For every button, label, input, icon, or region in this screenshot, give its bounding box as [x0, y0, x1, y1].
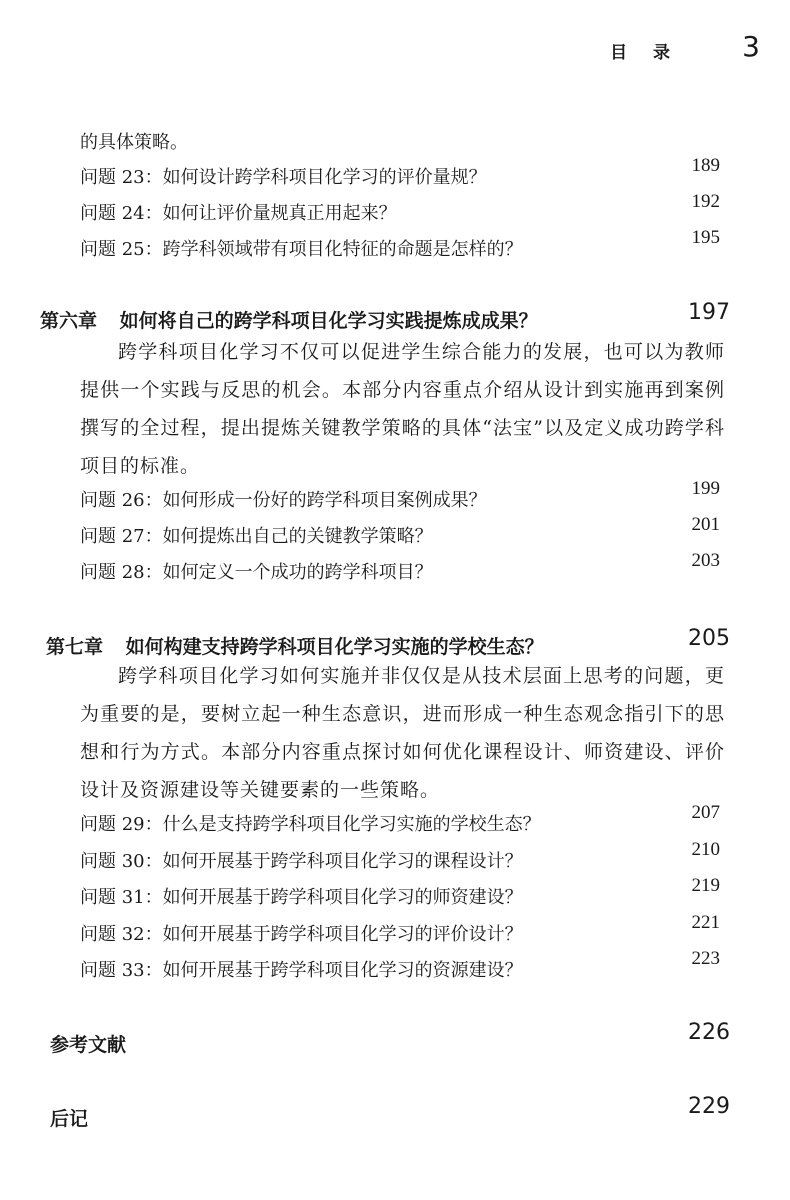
toc-entry-label: 问题 33：如何开展基于跨学科项目化学习的资源建设？ — [80, 960, 523, 981]
chapter-number: 第七章 — [46, 636, 104, 658]
toc-chapter-7[interactable] — [46, 626, 730, 659]
toc-entry-question-30[interactable] — [80, 839, 720, 873]
toc-entry-label: 问题 32：如何开展基于跨学科项目化学习的评价设计？ — [80, 924, 523, 945]
chapter-7-description: 跨学科项目化学习如何实施并非仅仅是从技术层面上思考的问题，更为重要的是，要树立起一种生态意识，进而形成一种生态观念指引下的思想和行为方式。本部分内容重点探讨如何优化课程设计、师资建设、评价设计及资源建设等关键要素的一些策略。 — [80, 665, 725, 801]
toc-entry-question-26[interactable] — [80, 478, 720, 512]
toc-entry-page: 192 — [691, 191, 720, 212]
chapter-title: 如何将自己的跨学科项目化学习实践提炼成成果？ — [119, 310, 538, 332]
toc-entry-page: 189 — [691, 155, 720, 176]
toc-entry-question-28[interactable] — [80, 550, 720, 584]
toc-entry-label: 问题 31：如何开展基于跨学科项目化学习的师资建设？ — [80, 887, 523, 908]
toc-entry-label: 问题 30：如何开展基于跨学科项目化学习的课程设计？ — [80, 851, 523, 872]
toc-entry-page: 210 — [691, 839, 720, 860]
toc-entry-label: 问题 28：如何定义一个成功的跨学科项目？ — [80, 562, 433, 583]
page-number: 3 — [742, 30, 760, 63]
references-label: 参考文献 — [50, 1034, 127, 1056]
chapter-page: 197 — [688, 300, 730, 325]
toc-entry-label: 问题 23：如何设计跨学科项目化学习的评价量规？ — [80, 167, 487, 188]
afterword-page: 229 — [688, 1094, 730, 1119]
toc-entry-page: 195 — [691, 227, 720, 248]
toc-entry-page: 207 — [691, 802, 720, 823]
toc-entry-label: 问题 29：什么是支持跨学科项目化学习实施的学校生态？ — [80, 814, 541, 835]
toc-entry-question-25[interactable] — [80, 227, 720, 261]
chapter-page: 205 — [688, 626, 730, 651]
toc-references[interactable] — [50, 1020, 730, 1057]
toc-entry-label: 问题 27：如何提炼出自己的关键教学策略？ — [80, 526, 433, 547]
toc-entry-label: 问题 25：跨学科领域带有项目化特征的命题是怎样的？ — [80, 239, 523, 260]
chapter-6-description: 跨学科项目化学习不仅可以促进学生综合能力的发展，也可以为教师提供一个实践与反思的机会。本部分内容重点介绍从设计到实施再到案例撰写的全过程，提出提炼关键教学策略的具体“法宝”以及定义成功跨学科项目的标准。 — [80, 341, 725, 477]
toc-entry-question-23[interactable] — [80, 155, 720, 189]
toc-entry-question-32[interactable] — [80, 912, 720, 946]
toc-chapter-6[interactable] — [40, 300, 730, 333]
afterword-label: 后记 — [50, 1108, 89, 1130]
toc-entry-page: 221 — [691, 912, 720, 933]
toc-entry-page: 199 — [691, 478, 720, 499]
toc-entry-page: 219 — [691, 875, 720, 896]
toc-entry-question-31[interactable] — [80, 875, 720, 909]
chapter-number: 第六章 — [40, 310, 98, 332]
toc-entry-question-29[interactable] — [80, 802, 720, 836]
running-header-title: 目 录 — [610, 43, 680, 63]
continuation-text: 的具体策略。 — [80, 132, 188, 153]
toc-entry-label: 问题 26：如何形成一份好的跨学科项目案例成果？ — [80, 490, 487, 511]
toc-entry-question-27[interactable] — [80, 514, 720, 548]
toc-entry-page: 203 — [691, 550, 720, 571]
toc-entry-page: 223 — [691, 948, 720, 969]
toc-entry-label: 问题 24：如何让评价量规真正用起来？ — [80, 203, 397, 224]
chapter-title: 如何构建支持跨学科项目化学习实施的学校生态？ — [125, 636, 544, 658]
toc-entry-question-33[interactable] — [80, 948, 720, 982]
toc-entry-page: 201 — [691, 514, 720, 535]
references-page: 226 — [688, 1020, 730, 1045]
toc-afterword[interactable] — [50, 1094, 730, 1131]
toc-entry-question-24[interactable] — [80, 191, 720, 225]
